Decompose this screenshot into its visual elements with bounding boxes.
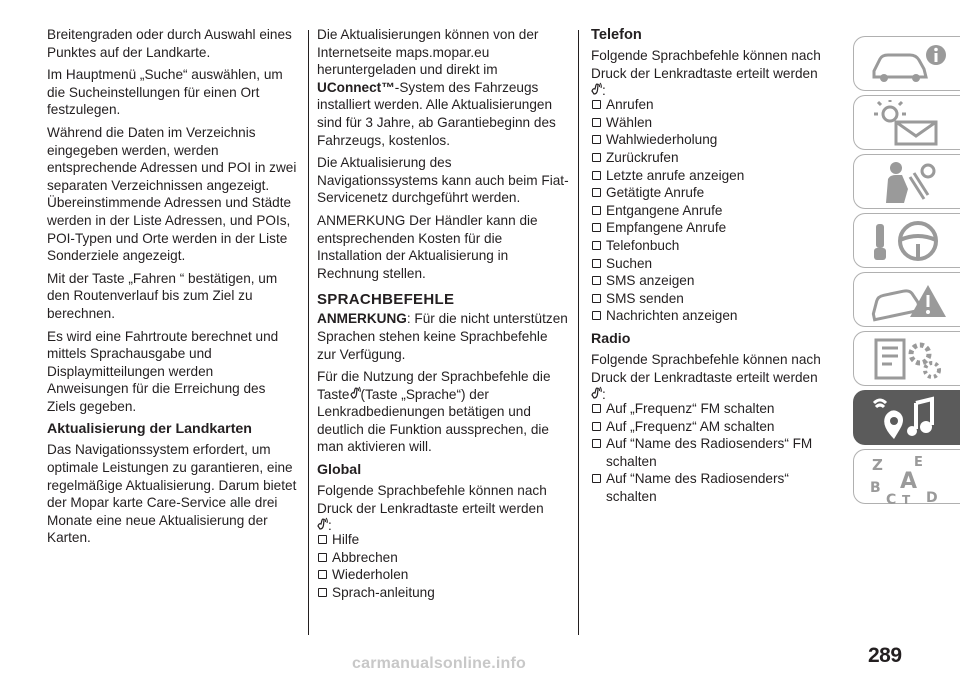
voice-command-icon xyxy=(591,386,602,400)
brand-name: UConnect™ xyxy=(317,79,395,95)
maintenance-gears-icon xyxy=(866,336,956,382)
voice-command-icon xyxy=(317,517,328,531)
index-letter: B xyxy=(870,480,881,496)
page-number: 289 xyxy=(868,644,902,667)
command-item: Auf “Name des Radiosenders“ schalten xyxy=(591,470,843,505)
global-command-list xyxy=(317,531,569,601)
paragraph: Folgende Sprachbefehle können nach Druck der Lenkradtaste erteilt werden xyxy=(591,351,821,385)
command-item: Wählen xyxy=(591,114,843,132)
tab-maintenance[interactable] xyxy=(853,331,960,386)
command-item: Zurückrufen xyxy=(591,149,843,167)
column-divider xyxy=(308,30,309,635)
colon: : xyxy=(602,387,606,403)
paragraph: Es wird eine Fahrtroute berechnet und mittels Sprachausgabe und Displaymitteilungen werden Anweisungen für die Erreichung des Ziels gegeben. xyxy=(47,328,279,414)
paragraph: Das Navigationssystem erfordert, um optimale Leistungen zu garantieren, eine regelmäßige Aktualisierung. Darum bietet der Mopar karte Care-Service alle drei Monate eine neue Aktualisierung der Karten. xyxy=(47,442,297,546)
command-item: Sprach-anleitung xyxy=(317,584,569,602)
tab-safety[interactable] xyxy=(853,154,960,209)
command-item: Auf „Frequenz“ FM schalten xyxy=(591,400,843,418)
tab-emergency[interactable] xyxy=(853,272,960,327)
note-label: ANMERKUNG xyxy=(317,311,407,327)
text: Für die Nutzung der Sprachbefehle die Taste xyxy=(317,369,551,402)
command-item: Suchen xyxy=(591,255,843,273)
tab-steering[interactable] xyxy=(853,213,960,268)
text: : Für die nicht unterstützen Sprachen stehen keine Sprachbefehle zur Verfügung. xyxy=(317,311,568,362)
index-letter: T xyxy=(902,493,911,506)
paragraph: Im Hauptmenü „Suche“ auswählen, um die Sucheinstellungen für einen Ort festzulegen. xyxy=(47,67,283,118)
tab-index[interactable] xyxy=(853,449,960,504)
text: -System des Fahrzeugs installiert werden. Alle Aktualisierungen sind für 3 Jahre, ab Garantiebeginn des Fahrzeugs, kostenlos. xyxy=(317,79,556,148)
paragraph: ANMERKUNG Der Händler kann die entsprechenden Kosten für die Installation der Aktualisierung in Rechnung stellen. xyxy=(317,212,538,281)
multimedia-icon xyxy=(866,395,956,441)
column-1 xyxy=(47,26,297,552)
index-letters-icon xyxy=(866,454,956,506)
command-item: Wahlwiederholung xyxy=(591,131,843,149)
subsection-heading: Telefon xyxy=(591,27,642,43)
section-heading: Aktualisierung der Landkarten xyxy=(47,421,252,438)
telefon-command-list xyxy=(591,96,843,325)
voice-command-icon xyxy=(350,386,361,400)
index-letter: E xyxy=(914,455,923,470)
subsection-heading: Global xyxy=(317,462,362,479)
watermark: carmanualsonline.info xyxy=(352,655,527,672)
paragraph: Folgende Sprachbefehle können nach Druck der Lenkradtaste erteilt werden xyxy=(591,48,821,81)
paragraph xyxy=(317,368,569,456)
index-letter: Z xyxy=(872,456,883,474)
voice-command-line xyxy=(591,386,843,403)
radio-command-list xyxy=(591,400,843,506)
car-emergency-icon xyxy=(866,277,956,323)
command-item: Hilfe xyxy=(317,531,569,549)
paragraph xyxy=(317,26,569,149)
command-item: Letzte anrufe anzeigen xyxy=(591,167,843,185)
paragraph: Mit der Taste „Fahren “ bestätigen, um den Routenverlauf bis zum Ziel zu berechnen. xyxy=(47,270,278,321)
index-letter: A xyxy=(900,469,918,494)
voice-command-line xyxy=(591,82,843,99)
section-title: SPRACHBEFEHLE xyxy=(317,291,455,309)
warning-lights-icon xyxy=(866,100,956,146)
colon: : xyxy=(328,518,332,534)
tab-multimedia[interactable] xyxy=(853,390,960,445)
paragraph: Breitengraden oder durch Auswahl eines Punktes auf der Landkarte. xyxy=(47,27,292,60)
note xyxy=(317,310,569,363)
voice-command-line xyxy=(317,517,569,534)
steering-wheel-icon xyxy=(866,218,956,264)
command-item: SMS senden xyxy=(591,290,843,308)
tab-warning-lights[interactable] xyxy=(853,95,960,150)
command-item: Entgangene Anrufe xyxy=(591,202,843,220)
column-3 xyxy=(591,26,843,510)
command-item: Telefonbuch xyxy=(591,237,843,255)
text: (Taste „Sprache“) der Lenkradbedienungen betätigen und deutlich die Funktion aussprechen, die man aktivieren will. xyxy=(317,386,549,455)
index-letter: D xyxy=(926,490,938,506)
paragraph: Die Aktualisierung des Navigationssystems kann auch beim Fiat-Servicenetz durchgeführt werden. xyxy=(317,155,569,206)
command-item: Empfangene Anrufe xyxy=(591,219,843,237)
column-divider xyxy=(578,30,579,635)
index-letter: C xyxy=(886,492,897,506)
car-info-icon xyxy=(866,41,956,87)
subsection-heading: Radio xyxy=(591,330,631,347)
command-item: Anrufen xyxy=(591,96,843,114)
voice-command-icon xyxy=(591,82,602,96)
command-item: Nachrichten anzeigen xyxy=(591,307,843,325)
text: Die Aktualisierungen können von der Internetseite maps.mopar.eu heruntergeladen und direkt im xyxy=(317,27,539,78)
command-item: Abbrechen xyxy=(317,549,569,567)
paragraph: Folgende Sprachbefehle können nach Druck der Lenkradtaste erteilt werden xyxy=(317,483,547,516)
command-item: Auf „Frequenz“ AM schalten xyxy=(591,418,843,436)
paragraph: Während die Daten im Verzeichnis eingegeben werden, werden entsprechende Adressen und POI in zwei separaten Verzeichnissen angezeigt. Übereinstimmende Adressen und Städte werden in der Liste Adressen, und POIs, POI-Typen und Orte werden in der Liste Sonderziele angezeigt. xyxy=(47,124,297,264)
airbag-safety-icon xyxy=(866,159,956,205)
command-item: Getätigte Anrufe xyxy=(591,184,843,202)
column-2 xyxy=(317,26,569,606)
chapter-tabs xyxy=(853,36,960,508)
command-item: SMS anzeigen xyxy=(591,272,843,290)
command-item: Wiederholen xyxy=(317,566,569,584)
colon: : xyxy=(602,83,606,99)
command-item: Auf “Name des Radiosenders“ FM schalten xyxy=(591,435,843,470)
tab-car-info[interactable] xyxy=(853,36,960,91)
